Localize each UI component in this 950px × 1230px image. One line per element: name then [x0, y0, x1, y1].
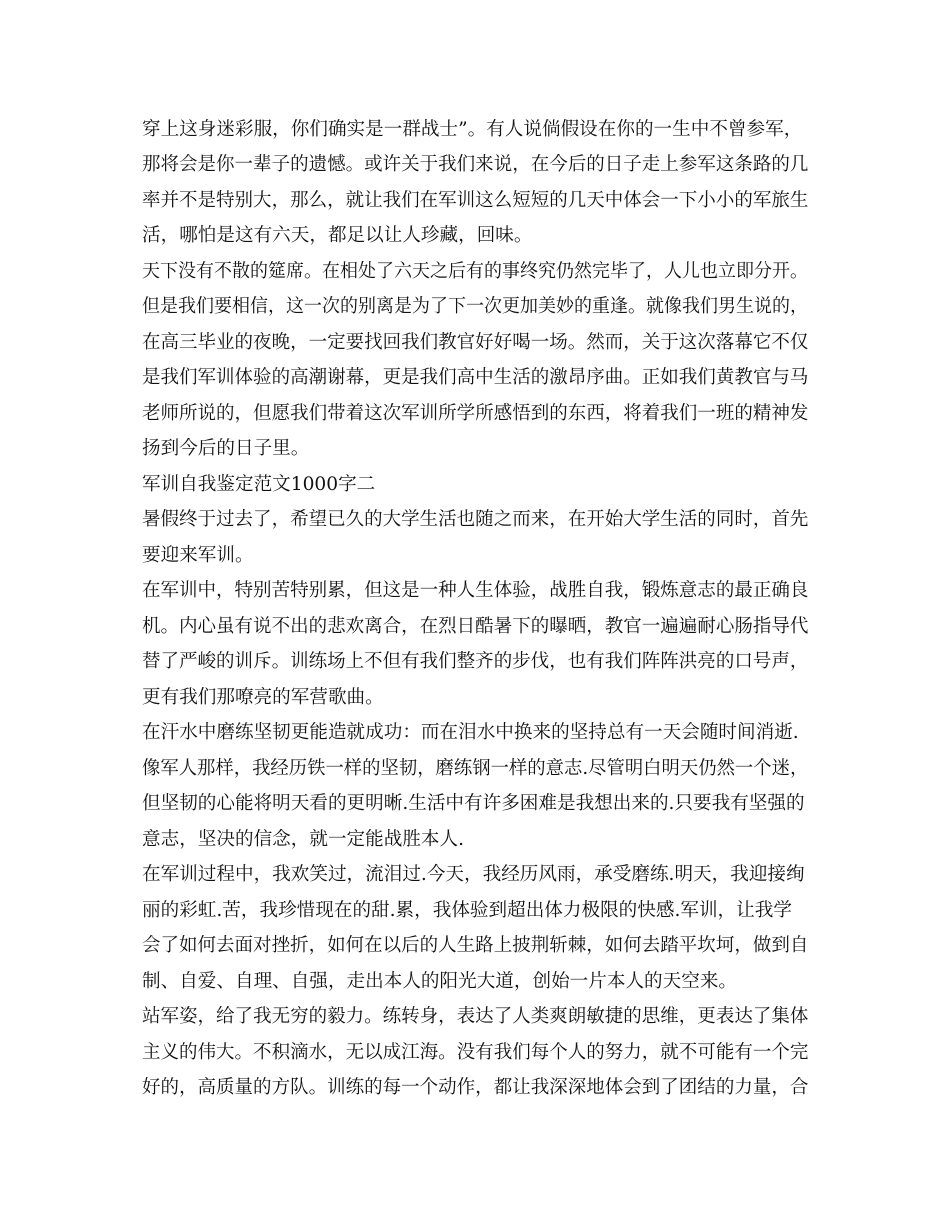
text-line: 穿上这身迷彩服，你们确实是一群战士”。有人说倘假设在你的一生中不曾参军，	[142, 119, 803, 140]
text-line: 丽的彩虹.苦，我珍惜现在的甜.累，我体验到超出体力极限的快感.军训，让我学	[142, 900, 792, 921]
text-line: 制、自爱、自理、自强，走出本人的阳光大道，创始一片本人的天空来。	[142, 971, 738, 992]
section-heading: 军训自我鉴定范文1000字二	[142, 474, 376, 495]
text-line: 在军训中，特别苦特别累，但这是一种人生体验，战胜自我，锻炼意志的最正确良	[142, 580, 809, 601]
text-line: 像军人那样，我经历铁一样的坚韧，磨练钢一样的意志.尽管明白明天仍然一个迷，	[142, 758, 809, 779]
text-line: 主义的伟大。不积滴水，无以成江海。没有我们每个人的努力，就不可能有一个完	[142, 1042, 809, 1063]
text-line: 更有我们那嘹亮的军营歌曲。	[142, 687, 384, 708]
text-line: 老师所说的，但愿我们带着这次军训所学所感悟到的东西，将着我们一班的精神发	[142, 403, 809, 424]
text-line: 意志，坚决的信念，就一定能战胜本人.	[142, 829, 465, 850]
text-line: 好的，高质量的方队。训练的每一个动作，都让我深深地体会到了团结的力量，合	[142, 1077, 809, 1098]
text-line: 替了严峻的训斥。训练场上不但有我们整齐的步伐，也有我们阵阵洪亮的口号声，	[142, 651, 809, 672]
text-line: 天下没有不散的筵席。在相处了六天之后有的事终究仍然完毕了，人儿也立即分开。	[142, 261, 808, 282]
text-line: 那将会是你一辈子的遗憾。或许关于我们来说，在今后的日子走上参军这条路的几	[142, 154, 809, 175]
text-line: 会了如何去面对挫折，如何在以后的人生路上披荆斩棘，如何去踏平坎坷，做到自	[142, 935, 809, 956]
text-line: 要迎来军训。	[142, 545, 254, 566]
text-line: 扬到今后的日子里。	[142, 438, 310, 459]
text-line: 暑假终于过去了，希望已久的大学生活也随之而来，在开始大学生活的同时，首先	[142, 509, 809, 530]
text-line: 是我们军训体验的高潮谢幕，更是我们高中生活的激昂序曲。正如我们黄教官与马	[142, 367, 809, 388]
text-line: 在高三毕业的夜晚，一定要找回我们教官好好喝一场。然而，关于这次落幕它不仅	[142, 332, 809, 353]
text-line: 机。内心虽有说不出的悲欢离合，在烈日酷暑下的曝晒，教官一遍遍耐心肠指导代	[142, 616, 809, 637]
text-line: 但是我们要相信，这一次的别离是为了下一次更加美妙的重逢。就像我们男生说的，	[142, 296, 808, 317]
text-line: 活，哪怕是这有六天，都足以让人珍藏，回味。	[142, 225, 533, 246]
text-line: 在军训过程中，我欢笑过，流泪过.今天，我经历风雨，承受磨练.明天，我迎接绚	[142, 864, 805, 885]
text-line: 在汗水中磨练坚韧更能造就成功：而在泪水中换来的坚持总有一天会随时间消逝.	[142, 722, 799, 743]
text-line: 率并不是特别大，那么，就让我们在军训这么短短的几天中体会一下小小的军旅生	[142, 190, 809, 211]
text-line: 站军姿，给了我无穷的毅力。练转身，表达了人类爽朗敏捷的思维，更表达了集体	[142, 1006, 809, 1027]
text-line: 但坚韧的心能将明天看的更明晰.生活中有许多困难是我想出来的.只要我有坚强的	[142, 793, 805, 814]
